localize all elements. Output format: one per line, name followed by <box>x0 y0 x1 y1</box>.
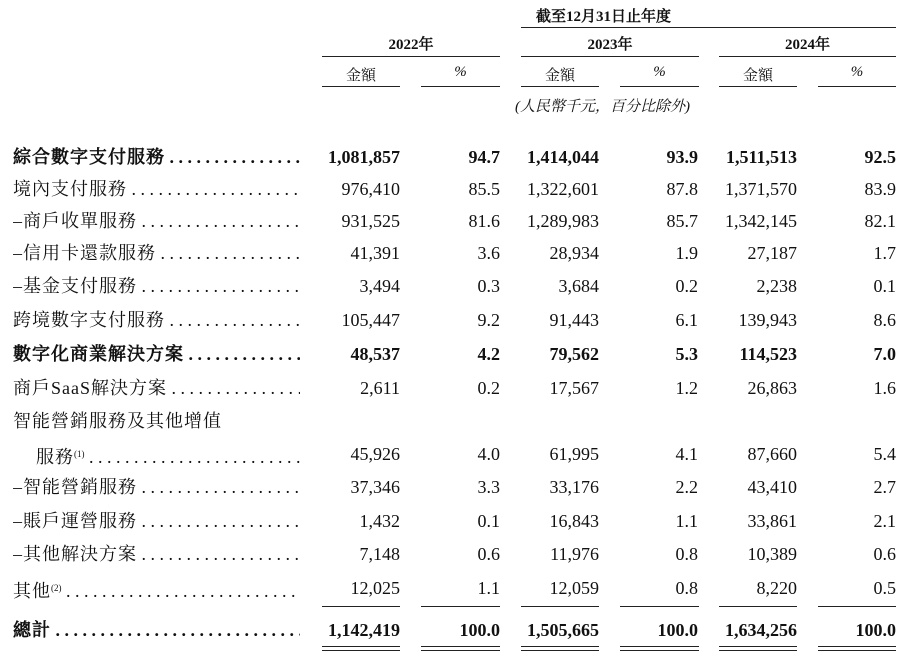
percent-cell: 8.6 <box>873 310 896 330</box>
amount-cell: 1,322,601 <box>527 179 599 199</box>
total-double-rule-1 <box>322 646 400 651</box>
amount-cell: 2,611 <box>360 378 400 398</box>
amount-cell: 139,943 <box>738 310 797 330</box>
row-label <box>13 238 300 268</box>
row-label-text: 跨境數字支付服務 <box>13 310 165 330</box>
period-underline <box>521 27 896 28</box>
row-label-text: 其他 <box>13 581 51 601</box>
row-label-text: –基金支付服務 <box>13 276 137 296</box>
row-label-text: 商戶SaaS解決方案 <box>13 378 167 398</box>
amount-cell: 48,537 <box>350 344 400 364</box>
row-label <box>13 339 300 369</box>
amount-cell: 26,863 <box>747 378 797 398</box>
row-label-text: –信用卡還款服務 <box>13 243 156 263</box>
percent-cell: 7.0 <box>873 344 896 364</box>
subhead-underline-4 <box>620 86 699 87</box>
table-row <box>0 406 912 436</box>
percent-cell: 82.1 <box>864 211 896 231</box>
year-2023-underline <box>521 56 699 57</box>
amount-cell: 41,391 <box>350 243 400 263</box>
percent-cell: 3.3 <box>477 477 500 497</box>
row-label-text: –其他解決方案 <box>13 544 137 564</box>
percent-cell: 2.2 <box>675 477 698 497</box>
table-row <box>0 506 912 536</box>
row-label-text: 綜合數字支付服務 <box>13 147 165 167</box>
percent-cell: 100.0 <box>459 620 500 640</box>
amount-cell: 33,861 <box>747 511 797 531</box>
subhead-underline-3 <box>521 86 599 87</box>
amount-cell: 12,025 <box>350 578 400 598</box>
row-label-text: –商戶收單服務 <box>13 211 137 231</box>
amount-cell: 11,976 <box>550 544 599 564</box>
amount-cell: 1,371,570 <box>725 179 797 199</box>
table-row <box>0 539 912 569</box>
percent-cell: 0.6 <box>873 544 896 564</box>
row-label <box>36 439 300 469</box>
amount-cell: 61,995 <box>549 444 599 464</box>
amount-cell: 1,081,857 <box>328 147 400 167</box>
percent-cell: 1.6 <box>873 378 896 398</box>
percent-cell: 3.6 <box>477 243 500 263</box>
amount-cell: 16,843 <box>549 511 599 531</box>
table-row <box>0 206 912 236</box>
footnote-marker: (1) <box>74 449 85 459</box>
percent-cell: 0.2 <box>675 276 698 296</box>
amount-cell: 3,684 <box>558 276 599 296</box>
row-label <box>13 615 300 645</box>
amount-cell: 17,567 <box>549 378 599 398</box>
percent-cell: 9.2 <box>477 310 500 330</box>
percent-cell: 92.5 <box>864 147 896 167</box>
row-label-text: 服務 <box>36 447 74 467</box>
row-label <box>13 506 300 536</box>
row-label <box>13 539 300 569</box>
total-top-rule-3 <box>521 606 599 607</box>
amount-cell: 976,410 <box>341 179 400 199</box>
amount-cell: 1,414,044 <box>527 147 599 167</box>
row-label <box>13 406 300 436</box>
percent-cell: 0.5 <box>873 578 896 598</box>
row-label-text: 數字化商業解決方案 <box>13 344 184 364</box>
year-2023: 2023年 <box>587 37 633 53</box>
table-row <box>0 573 912 603</box>
percent-cell: 4.0 <box>477 444 500 464</box>
row-label <box>13 206 300 236</box>
percent-cell: 2.1 <box>873 511 896 531</box>
table-row <box>0 271 912 301</box>
row-label <box>13 373 300 403</box>
percent-header-2023: % <box>653 64 666 80</box>
row-label-text: 智能營銷服務及其他增值 <box>13 411 222 431</box>
percent-cell: 1.1 <box>675 511 698 531</box>
amount-cell: 3,494 <box>359 276 400 296</box>
amount-cell: 114,523 <box>739 344 797 364</box>
percent-cell: 1.1 <box>477 578 500 598</box>
amount-cell: 12,059 <box>549 578 599 598</box>
amount-cell: 28,934 <box>549 243 599 263</box>
subhead-underline-2 <box>421 86 500 87</box>
percent-cell: 1.7 <box>873 243 896 263</box>
year-2024: 2024年 <box>784 37 830 53</box>
amount-cell: 7,148 <box>359 544 400 564</box>
amount-cell: 1,142,419 <box>328 620 400 640</box>
amount-cell: 105,447 <box>341 310 400 330</box>
amount-cell: 79,562 <box>549 344 599 364</box>
total-double-rule-2 <box>421 646 500 651</box>
percent-cell: 1.2 <box>675 378 698 398</box>
amount-cell: 1,634,256 <box>725 620 797 640</box>
total-double-rule-5 <box>719 646 797 651</box>
table-row <box>0 174 912 204</box>
total-top-rule-1 <box>322 606 400 607</box>
unit-note: (人民幣千元，百分比除外) <box>515 99 690 115</box>
percent-cell: 0.1 <box>477 511 500 531</box>
amount-cell: 45,926 <box>350 444 400 464</box>
table-row <box>0 339 912 369</box>
amount-cell: 1,289,983 <box>527 211 599 231</box>
percent-cell: 1.9 <box>675 243 698 263</box>
row-label-text: 境內支付服務 <box>13 179 127 199</box>
year-2022-underline <box>322 56 500 57</box>
subhead-underline-6 <box>818 86 896 87</box>
table-row <box>0 238 912 268</box>
percent-cell: 0.8 <box>675 544 698 564</box>
row-label <box>13 573 300 603</box>
percent-cell: 0.2 <box>477 378 500 398</box>
amount-cell: 10,389 <box>747 544 797 564</box>
percent-header-2024: % <box>850 64 864 80</box>
percent-header-2022: % <box>454 64 467 80</box>
table-row <box>0 142 912 172</box>
amount-cell: 1,342,145 <box>725 211 797 231</box>
amount-cell: 37,346 <box>350 477 400 497</box>
total-top-rule-6 <box>818 606 896 607</box>
percent-cell: 5.4 <box>873 444 896 464</box>
percent-cell: 6.1 <box>675 310 698 330</box>
table-row <box>0 305 912 335</box>
year-2022: 2022年 <box>388 37 434 53</box>
total-top-rule-2 <box>421 606 500 607</box>
row-label <box>13 271 300 301</box>
percent-cell: 5.3 <box>675 344 698 364</box>
amount-header-2023: 金額 <box>544 68 575 84</box>
row-label-text: –賬戶運營服務 <box>13 511 137 531</box>
percent-cell: 2.7 <box>873 477 896 497</box>
amount-cell: 1,505,665 <box>527 620 599 640</box>
percent-cell: 4.1 <box>675 444 698 464</box>
percent-cell: 0.8 <box>675 578 698 598</box>
period-title: 截至12月31日止年度 <box>536 9 672 25</box>
total-double-rule-4 <box>620 646 699 651</box>
total-double-rule-3 <box>521 646 599 651</box>
table-row <box>0 439 912 469</box>
total-top-rule-4 <box>620 606 699 607</box>
row-label <box>13 174 300 204</box>
amount-cell: 1,511,513 <box>725 147 797 167</box>
amount-cell: 2,238 <box>756 276 797 296</box>
percent-cell: 0.6 <box>477 544 500 564</box>
percent-cell: 100.0 <box>657 620 698 640</box>
percent-cell: 83.9 <box>864 179 896 199</box>
amount-header-2022: 金額 <box>345 68 376 84</box>
row-label <box>13 142 300 172</box>
total-double-rule-6 <box>818 646 896 651</box>
amount-cell: 1,432 <box>359 511 400 531</box>
amount-cell: 33,176 <box>549 477 599 497</box>
percent-cell: 93.9 <box>666 147 698 167</box>
percent-cell: 85.5 <box>468 179 500 199</box>
amount-cell: 27,187 <box>747 243 797 263</box>
percent-cell: 94.7 <box>468 147 500 167</box>
total-top-rule-5 <box>719 606 797 607</box>
subhead-underline-5 <box>719 86 797 87</box>
percent-cell: 0.1 <box>873 276 896 296</box>
percent-cell: 87.8 <box>666 179 698 199</box>
row-label-text: 總計 <box>13 620 51 640</box>
amount-cell: 8,220 <box>756 578 797 598</box>
year-2024-underline <box>719 56 896 57</box>
amount-cell: 91,443 <box>549 310 599 330</box>
percent-cell: 0.3 <box>477 276 500 296</box>
percent-cell: 81.6 <box>468 211 500 231</box>
table-row <box>0 615 912 645</box>
footnote-marker: (2) <box>51 583 62 593</box>
percent-cell: 4.2 <box>477 344 500 364</box>
amount-cell: 931,525 <box>341 211 400 231</box>
row-label <box>13 305 300 335</box>
amount-cell: 43,410 <box>747 477 797 497</box>
amount-header-2024: 金額 <box>742 68 773 84</box>
table-row <box>0 373 912 403</box>
amount-cell: 87,660 <box>747 444 797 464</box>
percent-cell: 85.7 <box>666 211 698 231</box>
subhead-underline-1 <box>322 86 400 87</box>
percent-cell: 100.0 <box>855 620 896 640</box>
row-label <box>13 472 300 502</box>
row-label-text: –智能營銷服務 <box>13 477 137 497</box>
table-row <box>0 472 912 502</box>
